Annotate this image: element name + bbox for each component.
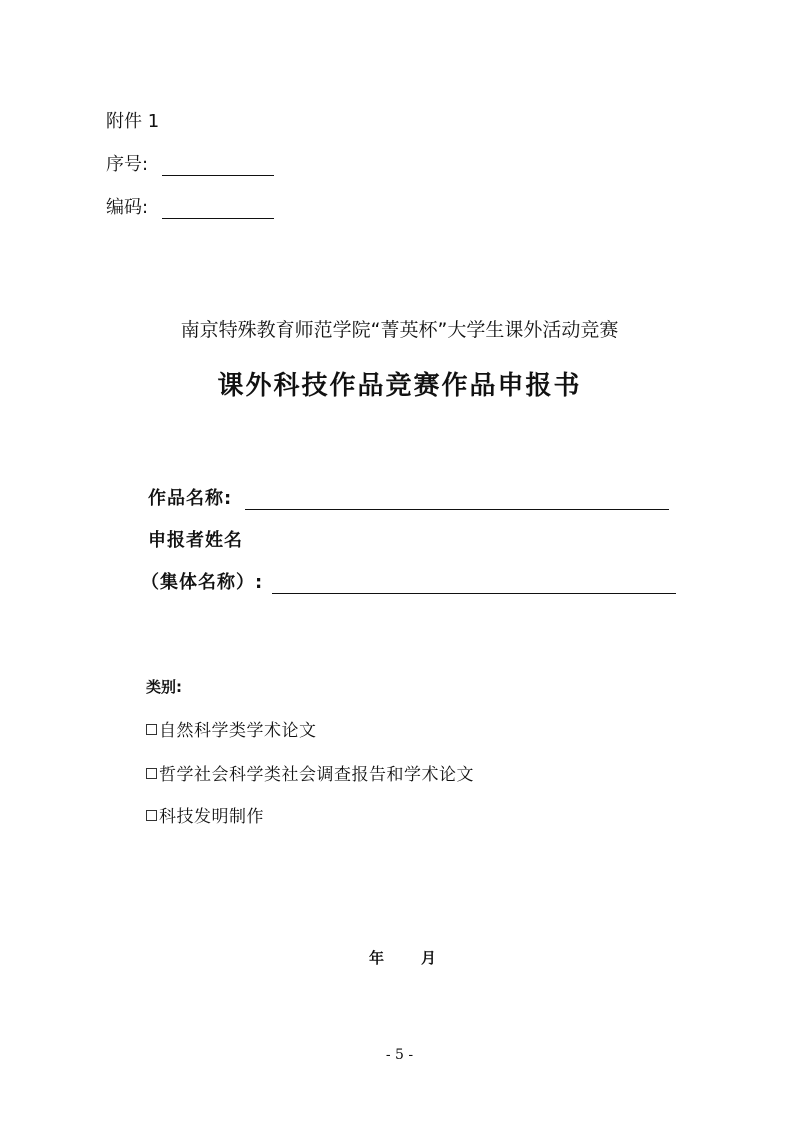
date-year-label: 年 — [369, 949, 385, 967]
work-name-label: 作品名称: — [148, 488, 233, 509]
attachment-label: 附件 1 — [106, 111, 160, 132]
page-number: - 5 - — [385, 1047, 414, 1063]
category-label: 类别: — [146, 678, 182, 696]
checkbox-icon[interactable] — [146, 810, 157, 821]
date-month-label: 月 — [421, 949, 437, 967]
checkbox-icon[interactable] — [146, 724, 157, 735]
group-name-input-line[interactable] — [272, 572, 676, 594]
applicant-label: 申报者姓名 — [148, 530, 243, 551]
group-name-label: （集体名称）: — [141, 572, 264, 593]
serial-label: 序号: — [106, 154, 149, 175]
page-title: 课外科技作品竞赛作品申报书 — [217, 371, 582, 401]
group-name-row — [141, 568, 676, 594]
category-option-natural-science[interactable]: 自然科学类学术论文 — [146, 716, 317, 741]
code-input-line[interactable] — [162, 197, 274, 219]
work-name-row — [148, 484, 669, 510]
serial-row — [106, 150, 274, 176]
category-option-tech-invention[interactable]: 科技发明制作 — [146, 802, 264, 827]
code-row — [106, 193, 274, 219]
code-label: 编码: — [106, 197, 149, 218]
category-option-social-science[interactable]: 哲学社会科学类社会调查报告和学术论文 — [146, 760, 474, 785]
competition-subtitle: 南京特殊教育师范学院“菁英杯”大学生课外活动竞赛 — [180, 319, 619, 341]
work-name-input-line[interactable] — [245, 488, 669, 510]
serial-input-line[interactable] — [162, 154, 274, 176]
checkbox-icon[interactable] — [146, 768, 157, 779]
